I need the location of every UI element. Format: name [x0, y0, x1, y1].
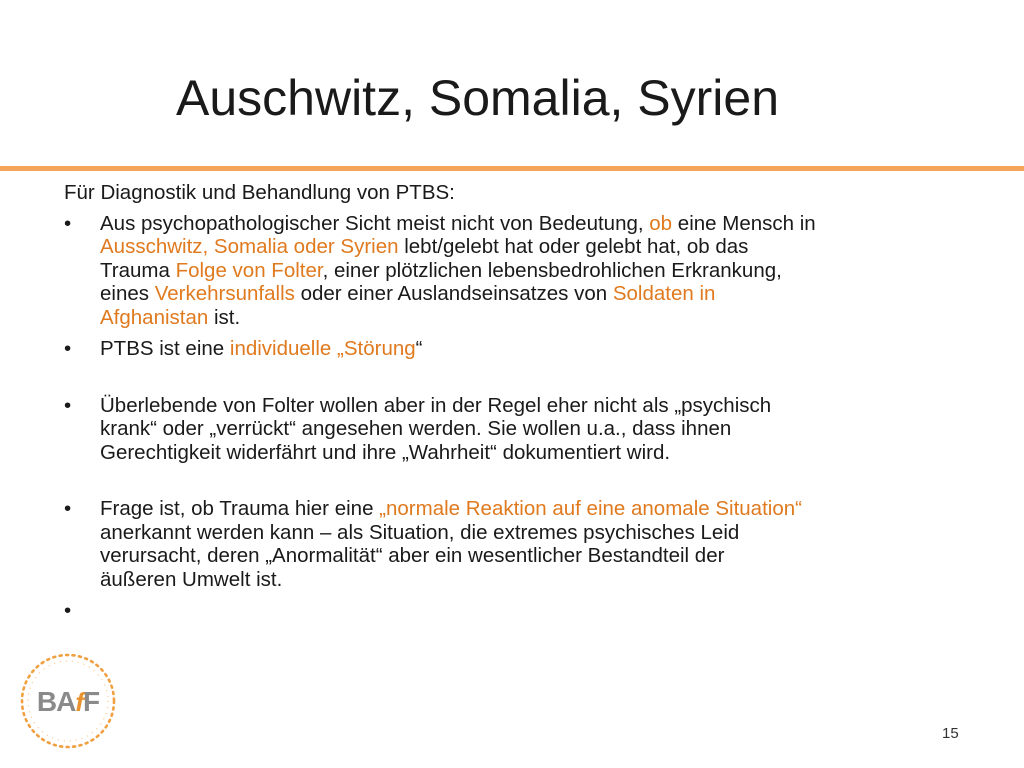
bullet-line: Afghanistan ist.	[100, 305, 241, 329]
baff-logo	[10, 645, 130, 755]
bullet-item-empty	[64, 599, 984, 623]
bullet-line: anerkannt werden kann – als Situation, die extremes psychisches Leid	[100, 520, 740, 544]
bullet-marker: •	[64, 211, 72, 235]
bullet-item-survivors	[64, 394, 984, 465]
highlight-text: individuelle „Störung	[229, 337, 416, 360]
bullet-line: PTBS ist eine individuelle „Störung“	[100, 337, 423, 360]
bullet-list	[64, 212, 984, 623]
bullet-line: äußeren Umwelt ist.	[100, 567, 283, 591]
bullet-line: Aus psychopathologischer Sicht meist nicht von Bedeutung, ob eine Mensch in	[100, 211, 816, 235]
intro-text: Für Diagnostik und Behandlung von PTBS:	[64, 181, 455, 204]
bullet-marker: •	[64, 393, 72, 417]
highlight-text: Ausschwitz, Somalia oder Syrien	[100, 235, 399, 258]
slide-title: Auschwitz, Somalia, Syrien	[176, 70, 780, 126]
bullet-line: Frage ist, ob Trauma hier eine „normale Reaktion auf eine anomale Situation“	[100, 497, 802, 520]
bullet-marker: •	[64, 497, 72, 520]
highlight-text: ob	[649, 211, 673, 235]
highlight-text: „normale Reaktion auf eine anomale Situation“	[379, 497, 802, 520]
bullet-line: verursacht, deren „Anormalität“ aber ein wesentlicher Bestandteil der	[100, 544, 725, 567]
bullet-marker: •	[64, 337, 72, 360]
highlight-text: Afghanistan	[100, 305, 209, 329]
bullet-line: Trauma Folge von Folter, einer plötzlichen lebensbedrohlichen Erkrankung,	[100, 258, 782, 282]
page-number: 15	[942, 725, 959, 742]
title-divider	[0, 166, 1024, 171]
bullet-item-relevance	[64, 212, 984, 330]
bullet-item-normal-reaction	[64, 497, 984, 591]
bullet-line: krank“ oder „verrückt“ angesehen werden. Sie wollen u.a., dass ihnen	[100, 417, 732, 440]
bullet-line: Gerechtigkeit widerfährt und ihre „Wahrheit“ dokumentiert wird.	[100, 440, 671, 464]
baff-logo-icon	[10, 645, 130, 755]
bullet-line: Überlebende von Folter wollen aber in der Regel eher nicht als „psychisch	[100, 393, 772, 417]
bullet-line: Ausschwitz, Somalia oder Syrien lebt/gelebt hat oder gelebt hat, ob das	[100, 235, 749, 258]
bullet-item-disorder	[64, 337, 984, 361]
slide-body	[64, 181, 984, 631]
bullet-marker: •	[64, 599, 72, 622]
highlight-text: Soldaten in	[612, 282, 716, 305]
bullet-line: eines Verkehrsunfalls oder einer Auslandseinsatzes von Soldaten in	[100, 282, 716, 305]
svg-text:BAfF: BAfF	[36, 686, 100, 717]
highlight-text: Folge von Folter	[175, 258, 323, 282]
highlight-text: Verkehrsunfalls	[154, 282, 295, 305]
